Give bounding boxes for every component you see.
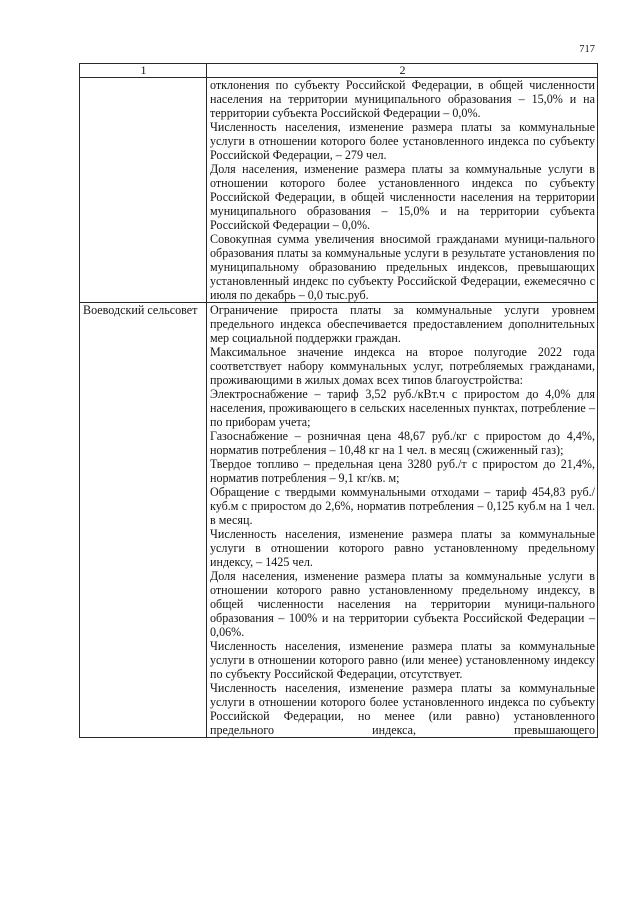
paragraph: Численность населения, изменение размера платы за коммунальные услуги в отношении которого равно установленному предельному индексу, – 1425 чел. — [210, 527, 595, 569]
description-cell — [207, 303, 598, 738]
column-header-2: 2 — [207, 64, 598, 78]
paragraph: Доля населения, изменение размера платы за коммунальные услуги в отношении которого более установленного индекса по субъекту Российской Федерации, в общей численности населения на территории муниципального образования – 15,0% и на территории субъекта Российской Федерации – 0,0%. — [210, 162, 595, 232]
paragraph: Электроснабжение – тариф 3,52 руб./кВт.ч с приростом до 4,0% для населения, проживающего в сельских населенных пунктах, потребление – по приборам учета; — [210, 387, 595, 429]
municipality-cell — [80, 78, 207, 303]
municipal-index-table — [79, 63, 598, 738]
table-row — [80, 303, 598, 738]
table-header-row — [80, 64, 598, 78]
paragraph: Обращение с твердыми коммунальными отходами – тариф 454,83 руб./куб.м с приростом до 2,6%, норматив потребления – 0,125 куб.м на 1 чел. в месяц. — [210, 485, 595, 527]
paragraph: Численность населения, изменение размера платы за коммунальные услуги в отношении которого равно (или менее) установленному индексу по субъекту Российской Федерации, отсутствует. — [210, 639, 595, 681]
paragraph: Численность населения, изменение размера платы за коммунальные услуги в отношении которого более установленного индекса по субъекту Российской Федерации, но менее (или равно) установленного предельного индекса, превышающего — [210, 681, 595, 737]
paragraph: Доля населения, изменение размера платы за коммунальные услуги в отношении которого равно установленному предельному индексу, в общей численности населения на территории муници-пального образования – 100% и на территории субъекта Российской Федерации – 0,06%. — [210, 569, 595, 639]
page-number: 717 — [579, 44, 595, 55]
paragraph: Численность населения, изменение размера платы за коммунальные услуги в отношении которого более установленного индекса по субъекту Российской Федерации, – 279 чел. — [210, 120, 595, 162]
column-header-1: 1 — [80, 64, 207, 78]
paragraph: Ограничение прироста платы за коммунальные услуги уровнем предельного индекса обеспечивается предоставлением дополнительных мер социальной поддержки граждан. — [210, 303, 595, 345]
paragraph: Газоснабжение – розничная цена 48,67 руб./кг с приростом до 4,4%, норматив потребления – 10,48 кг на 1 чел. в месяц (сжиженный газ); — [210, 429, 595, 457]
table-row — [80, 78, 598, 303]
municipality-cell: Воеводский сельсовет — [80, 303, 207, 738]
paragraph: отклонения по субъекту Российской Федерации, в общей численности населения на территории муниципального образования – 15,0% и на территории субъекта Российской Федерации – 0,0%. — [210, 78, 595, 120]
paragraph: Максимальное значение индекса на второе полугодие 2022 года соответствует набору коммунальных услуг, потребляемых гражданами, проживающими в жилых домах всех типов благоустройства: — [210, 345, 595, 387]
paragraph: Совокупная сумма увеличения вносимой гражданами муници-пального образования платы за коммунальные услуги в результате установления по муниципальному образованию предельных индексов, превышающих установленный индекс по субъекту Российской Федерации, ежемесячно с июля по декабрь – 0,0 тыс.руб. — [210, 232, 595, 302]
description-cell — [207, 78, 598, 303]
paragraph: Твердое топливо – предельная цена 3280 руб./т с приростом до 21,4%, норматив потребления – 9,1 кг/кв. м; — [210, 457, 595, 485]
